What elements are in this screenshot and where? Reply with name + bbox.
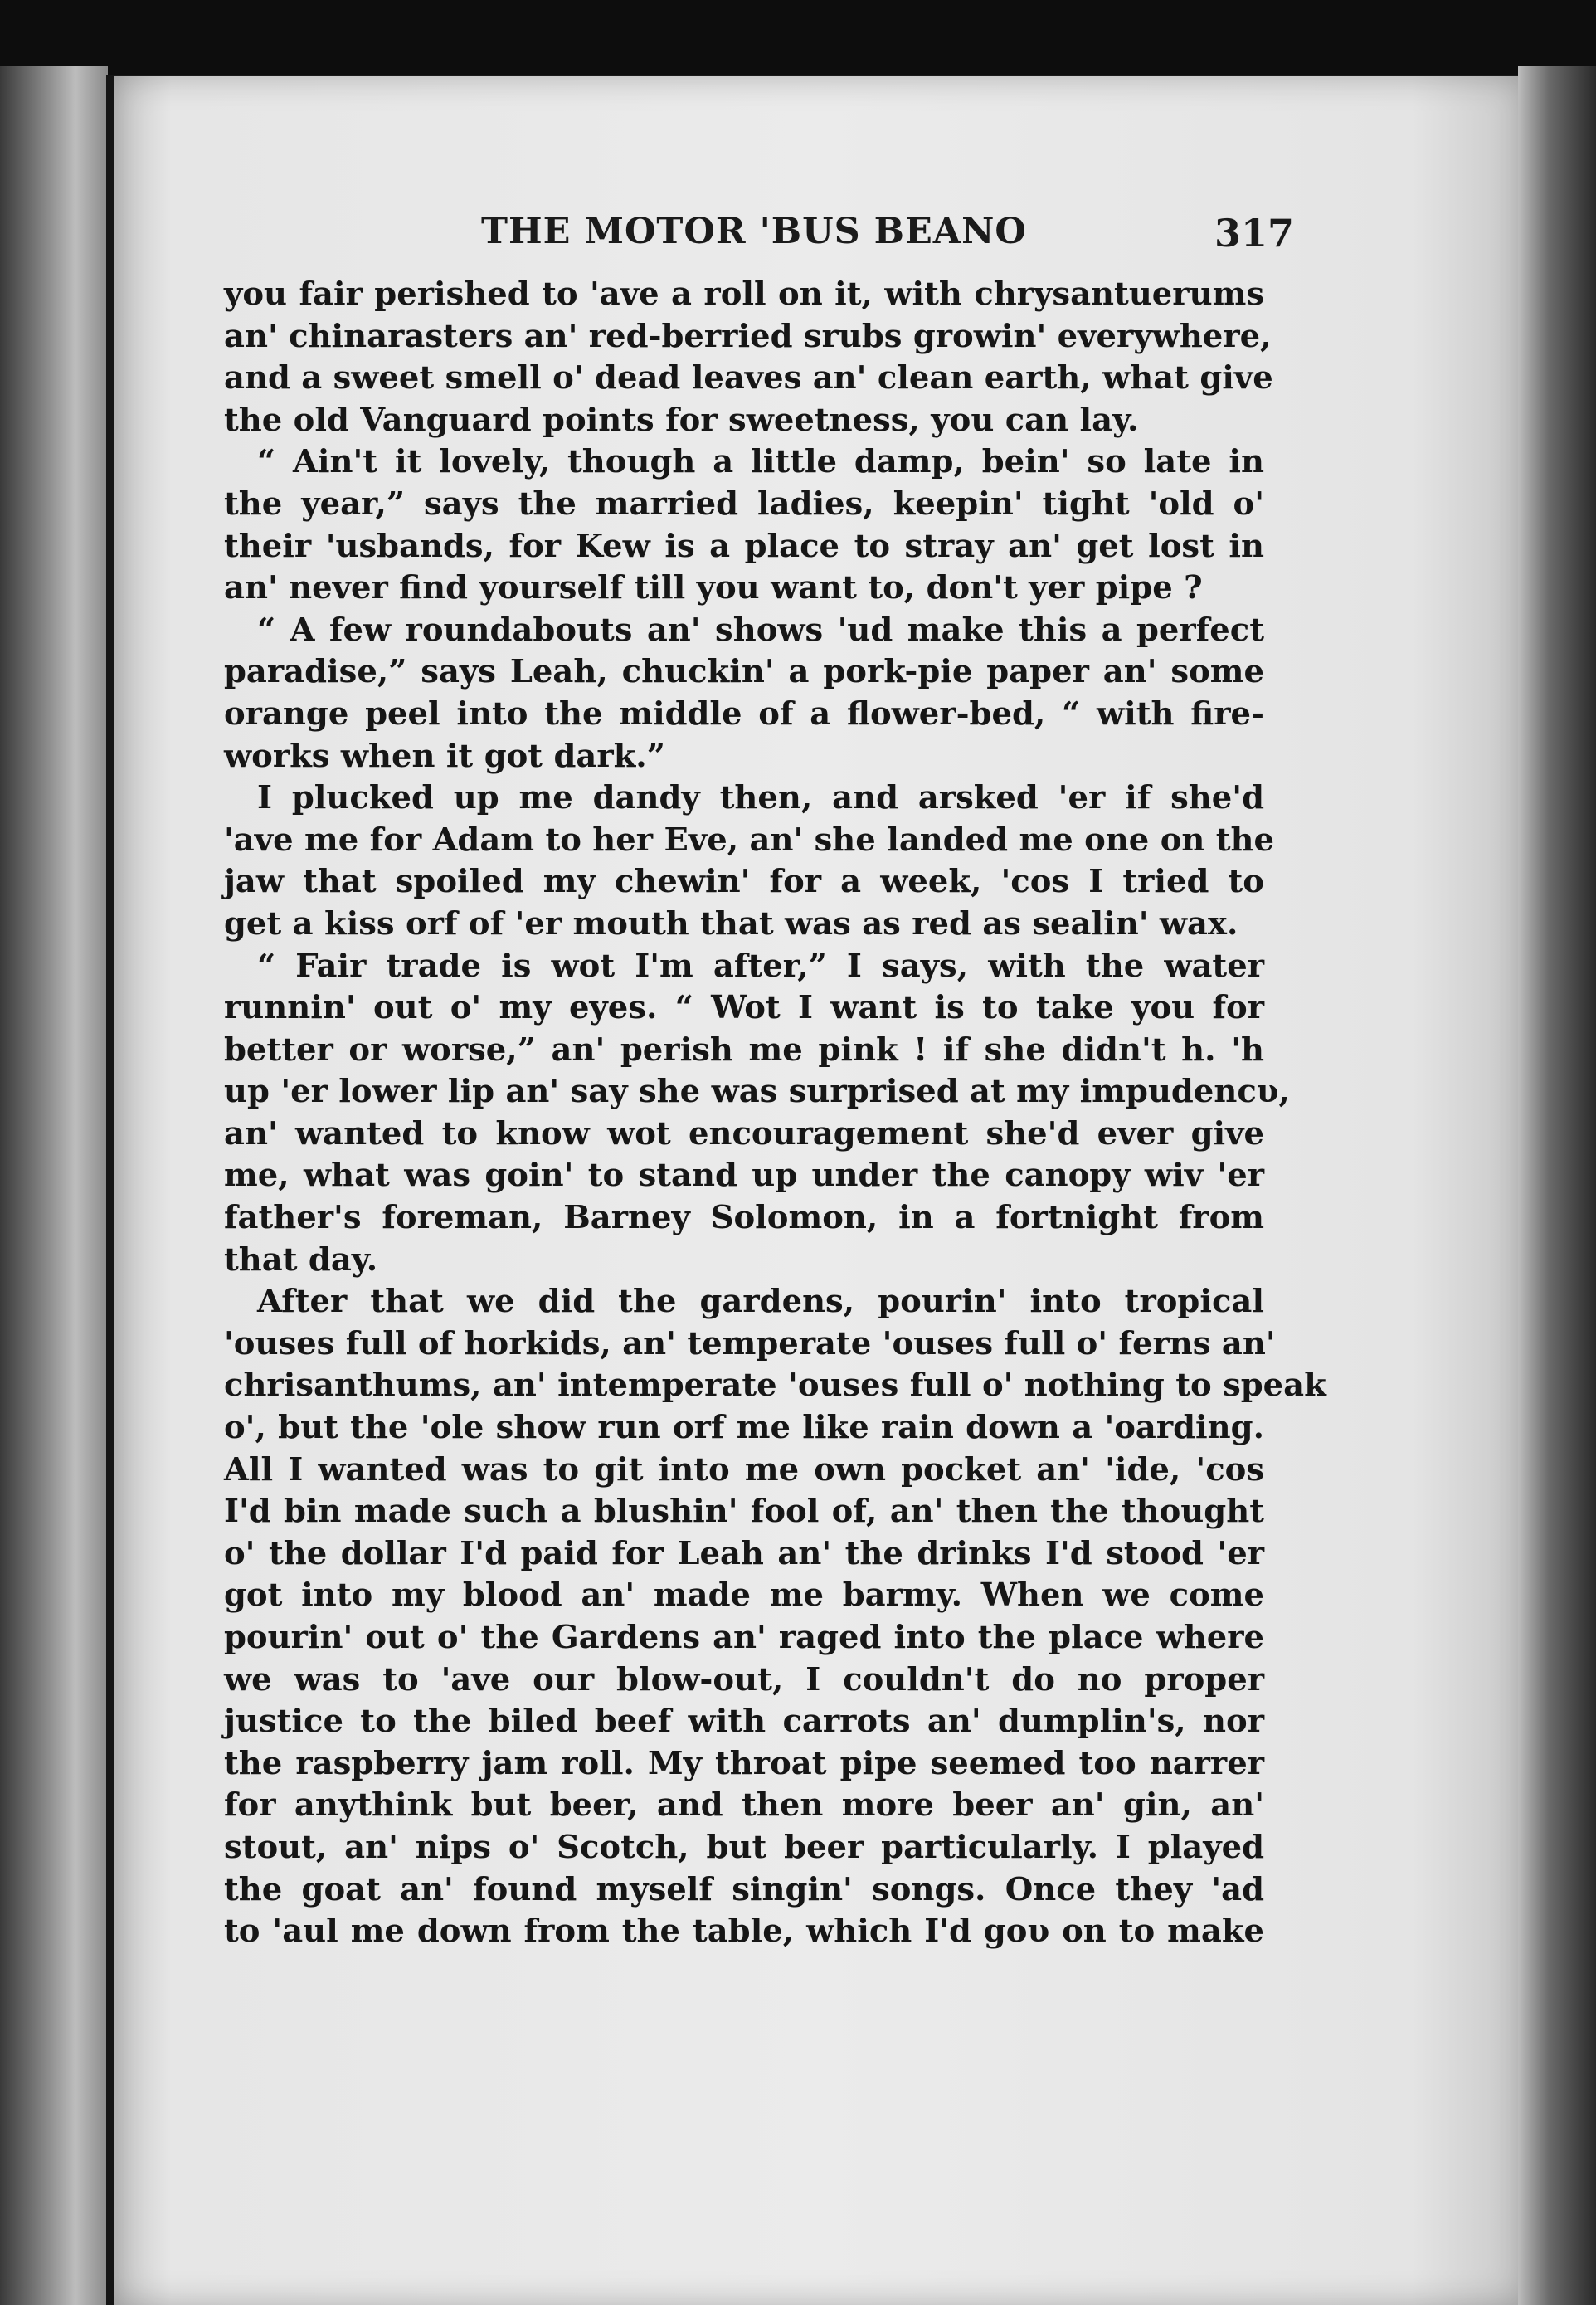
text-line: an' chinarasters an' red-berried srubs growin' everywhere, <box>224 317 1272 355</box>
text-line: get a kiss orf of 'er mouth that was as red as sealin' wax. <box>224 904 1238 943</box>
text-line: up 'er lower lip an' say she was surprised at my impudencυ, <box>224 1073 1290 1111</box>
text-line: chrisanthums, an' intemperate 'ouses full o' nothing to speak <box>224 1367 1326 1405</box>
text-line: you fair perished to 'ave a roll on it, with chrysantuerums <box>224 275 1264 313</box>
text-line: “ A few roundabouts an' shows 'ud make this a perfect <box>257 611 1264 649</box>
text-line: paradise,” says Leah, chuckin' a pork-pie paper an' some <box>224 653 1264 691</box>
text-line: After that we did the gardens, pourin' into tropical <box>257 1283 1264 1321</box>
page-number: 317 <box>1214 211 1295 256</box>
text-line: o' the dollar I'd paid for Leah an' the drinks I'd stood 'er <box>224 1534 1264 1572</box>
text-line: runnin' out o' my eyes. “ Wot I want is to take you for <box>224 989 1264 1027</box>
text-line: me, what was goin' to stand up under the canopy wiv 'er <box>224 1157 1264 1195</box>
text-line: an' never find yourself till you want to, don't yer pipe ? <box>224 569 1203 607</box>
text-line: pourin' out o' the Gardens an' raged into the place where <box>224 1619 1264 1656</box>
text-line: o', but the 'ole show run orf me like rain down a 'oarding. <box>224 1409 1264 1447</box>
text-line: jaw that spoiled my chewin' for a week, 'cos I tried to <box>224 863 1264 901</box>
text-line: the goat an' found myself singin' songs. Once they 'ad <box>224 1870 1264 1908</box>
text-line: works when it got dark.” <box>224 737 665 775</box>
text-line: stout, an' nips o' Scotch, but beer particularly. I played <box>224 1828 1264 1866</box>
text-line: got into my blood an' made me barmy. When we come <box>224 1576 1264 1615</box>
text-line: All I wanted was to git into me own pocket an' 'ide, 'cos <box>224 1450 1264 1489</box>
text-line: the year,” says the married ladies, keepin' tight 'old o' <box>224 485 1264 523</box>
running-title: THE MOTOR 'BUS BEANO <box>481 211 1027 252</box>
text-line: 'ave me for Adam to her Eve, an' she landed me one on the <box>224 821 1275 859</box>
facing-page-edge <box>0 66 108 2305</box>
running-header <box>114 211 1525 277</box>
text-line: I'd bin made such a blushin' fool of, an' then the thought <box>224 1493 1264 1531</box>
page-body-text <box>224 274 1326 1953</box>
scan-right-border <box>1518 66 1596 2305</box>
text-line: the raspberry jam roll. My throat pipe seemed too narrer <box>224 1744 1264 1782</box>
text-line: and a sweet smell o' dead leaves an' clean earth, what give <box>224 359 1273 397</box>
text-line: to 'aul me down from the table, which I'd goυ on to make <box>224 1913 1264 1951</box>
gutter-shadow <box>106 75 114 2305</box>
text-line: “ Fair trade is wot I'm after,” I says, with the water <box>257 947 1264 985</box>
text-line: an' wanted to know wot encouragement she'd ever give <box>224 1114 1264 1152</box>
text-line: justice to the biled beef with carrots an' dumplin's, nor <box>224 1703 1264 1741</box>
text-line: 'ouses full of horkids, an' temperate 'ouses full o' ferns an' <box>224 1324 1276 1362</box>
text-line: the old Vanguard points for sweetness, you can lay. <box>224 401 1139 439</box>
text-line: better or worse,” an' perish me pink ! if she didn't h. 'h <box>224 1031 1264 1069</box>
text-line: orange peel into the middle of a flower-bed, “ with fire- <box>224 694 1264 733</box>
text-line: that day. <box>224 1240 378 1279</box>
text-line: I plucked up me dandy then, and arsked 'er if she'd <box>257 779 1264 817</box>
text-line: father's foreman, Barney Solomon, in a fortnight from <box>224 1199 1264 1237</box>
book-page <box>114 76 1525 2305</box>
text-line: their 'usbands, for Kew is a place to stray an' get lost in <box>224 527 1264 565</box>
text-line: for anythink but beer, and then more beer an' gin, an' <box>224 1786 1264 1825</box>
scan-top-border <box>0 0 1596 75</box>
text-line: “ Ain't it lovely, though a little damp, bein' so late in <box>257 443 1264 481</box>
text-line: we was to 'ave our blow-out, I couldn't do no proper <box>224 1660 1264 1698</box>
